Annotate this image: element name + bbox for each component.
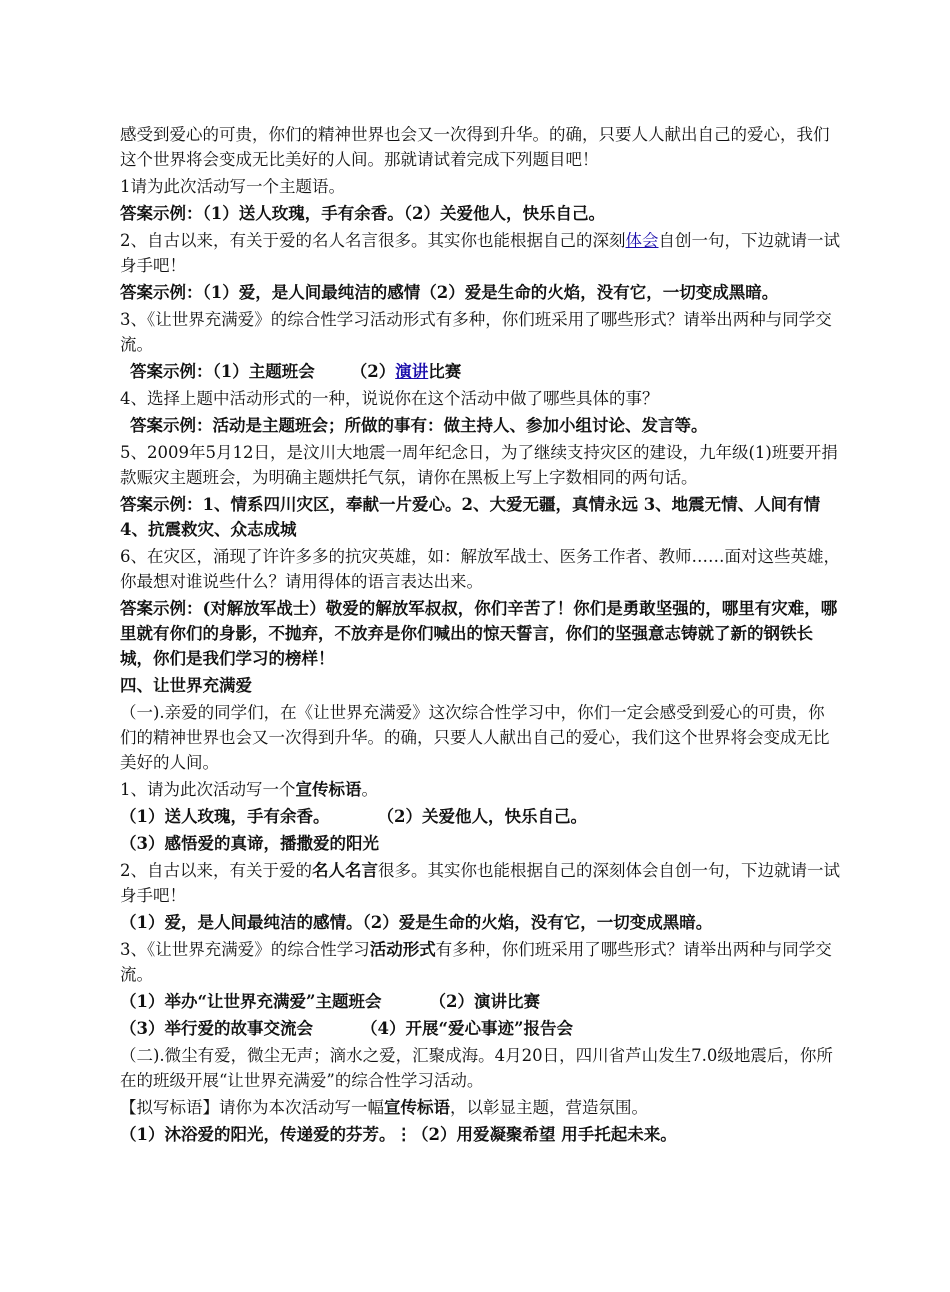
question-5: 5、2009年5月12日，是汶川大地震一周年纪念日，为了继续支持灾区的建设，九年级(1)班要开捐款赈灾主题班会，为明确主题烘托气氛，请你在黑板上写上字数相同的两句话。	[120, 443, 838, 487]
section-1-question-3	[120, 937, 840, 987]
question-4: 4、选择上题中活动形式的一种，说说你在这个活动中做了哪些具体的事？	[120, 389, 659, 408]
s1q3-text-bold: 活动形式	[369, 940, 436, 959]
answer-2: 答案示例：（1）爱，是人间最纯洁的感情（2）爱是生命的火焰，没有它，一切变成黑暗。	[120, 283, 779, 302]
s1a1-item-1: （1）送人玫瑰，手有余香。	[120, 807, 330, 826]
section-1-question-1	[120, 777, 840, 802]
s2q1-text-a: 【拟写标语】请你为本次活动写一幅	[120, 1098, 384, 1117]
s1a3-item-2: （2）演讲比赛	[429, 992, 540, 1011]
answer-3-text-a: 答案示例：（1）主题班会	[130, 362, 315, 381]
s1q2-text-a: 2、自古以来，有关于爱的	[120, 861, 312, 880]
s1a3-item-3: （3）举行爱的故事交流会	[120, 1019, 313, 1038]
question-6: 6、在灾区，涌现了许许多多的抗灾英雄，如：解放军战士、医务工作者、教师……面对这些英雄，你最想对谁说些什么？请用得体的语言表达出来。	[120, 547, 840, 591]
s1q2-text-bold: 名人名言	[312, 861, 378, 880]
answer-6: 答案示例：(对解放军战士）敬爱的解放军叔叔，你们辛苦了！你们是勇敢坚强的，哪里有灾难，哪里就有你们的身影，不抛弃，不放弃是你们喊出的惊天誓言，你们的坚强意志铸就了新的钢铁长城，你们是我们学习的榜样！	[120, 599, 838, 668]
s1q3-text-c: 有多种，你们班采用了哪些形式？请举出两种与同学交流。	[120, 940, 832, 984]
section-2-answer-1: （1）沐浴爱的阳光，传递爱的芬芳。⋮（2）用爱凝聚希望 用手托起未来。	[120, 1125, 677, 1144]
question-1: 1请为此次活动写一个主题语。	[120, 177, 345, 196]
s1q1-text-a: 1、请为此次活动写一个	[120, 780, 296, 799]
question-2	[120, 228, 840, 278]
section-1-answer-3b	[120, 1016, 840, 1041]
s2q1-text-bold: 宣传标语	[384, 1098, 450, 1117]
s1a3-item-1: （1）举办“让世界充满爱”主题班会	[120, 992, 382, 1011]
section-1-answer-1a	[120, 804, 840, 829]
answer-5: 答案示例：1、情系四川灾区，奉献一片爱心。2、大爱无疆，真情永远 3、地震无情、人间有情 4、抗震救灾、众志成城	[120, 495, 821, 539]
section-1-intro: （一).亲爱的同学们，在《让世界充满爱》这次综合性学习中，你们一定会感受到爱心的可贵，你们的精神世界也会又一次得到升华。的确，只要人人献出自己的爱心，我们这个世界将会变成无比美好的人间。	[120, 703, 830, 772]
section-heading: 四、让世界充满爱	[120, 676, 252, 695]
s1a1-item-2: （2）关爱他人，快乐自己。	[377, 807, 587, 826]
answer-3-text-b: （2）	[350, 362, 396, 381]
s1q2-text-c: 很多。其实你也能根据自己的深刻体会自创一句，下边就请一试身手吧！	[120, 861, 840, 905]
s2q1-text-c: ，以彰显主题，营造氛围。	[450, 1098, 648, 1117]
question-2-text-b: 自创一句，下边就请一试身手吧！	[120, 231, 840, 275]
section-1-answer-3a	[120, 989, 840, 1014]
link-yanjiang[interactable]: 演讲	[395, 362, 429, 381]
answer-3-text-c: 比赛	[428, 362, 462, 381]
answer-4: 答案示例：活动是主题班会；所做的事有：做主持人、参加小组讨论、发言等。	[130, 416, 708, 435]
question-3: 3、《让世界充满爱》的综合性学习活动形式有多种，你们班采用了哪些形式？请举出两种与同学交流。	[120, 310, 832, 354]
section-2-question-1	[120, 1095, 840, 1120]
section-2-intro: （二).微尘有爱，微尘无声；滴水之爱，汇聚成海。4月20日，四川省芦山发生7.0级地震后，你所在的班级开展“让世界充满爱”的综合性学习活动。	[120, 1046, 833, 1090]
section-1-question-2	[120, 858, 840, 908]
s1q1-text-bold: 宣传标语	[295, 780, 362, 799]
answer-3	[120, 359, 840, 384]
s1q1-text-c: 。	[361, 780, 378, 799]
intro-paragraph: 感受到爱心的可贵，你们的精神世界也会又一次得到升华。的确，只要人人献出自己的爱心，我们这个世界将会变成无比美好的人间。那就请试着完成下列题目吧！	[120, 125, 830, 169]
section-1-answer-1b: （3）感悟爱的真谛，播撒爱的阳光	[120, 834, 379, 853]
section-1-answer-2: （1）爱，是人间最纯洁的感情。（2）爱是生命的火焰，没有它，一切变成黑暗。	[120, 913, 713, 932]
document-body	[120, 122, 840, 1149]
s1q3-text-a: 3、《让世界充满爱》的综合性学习	[120, 940, 370, 959]
link-tihui[interactable]: 体会	[625, 231, 659, 250]
question-2-text-a: 2、自古以来，有关于爱的名人名言很多。其实你也能根据自己的深刻	[120, 231, 626, 250]
s1a3-item-4: （4）开展“爱心事迹”报告会	[360, 1019, 573, 1038]
answer-1: 答案示例：（1）送人玫瑰，手有余香。（2）关爱他人，快乐自己。	[120, 204, 605, 223]
